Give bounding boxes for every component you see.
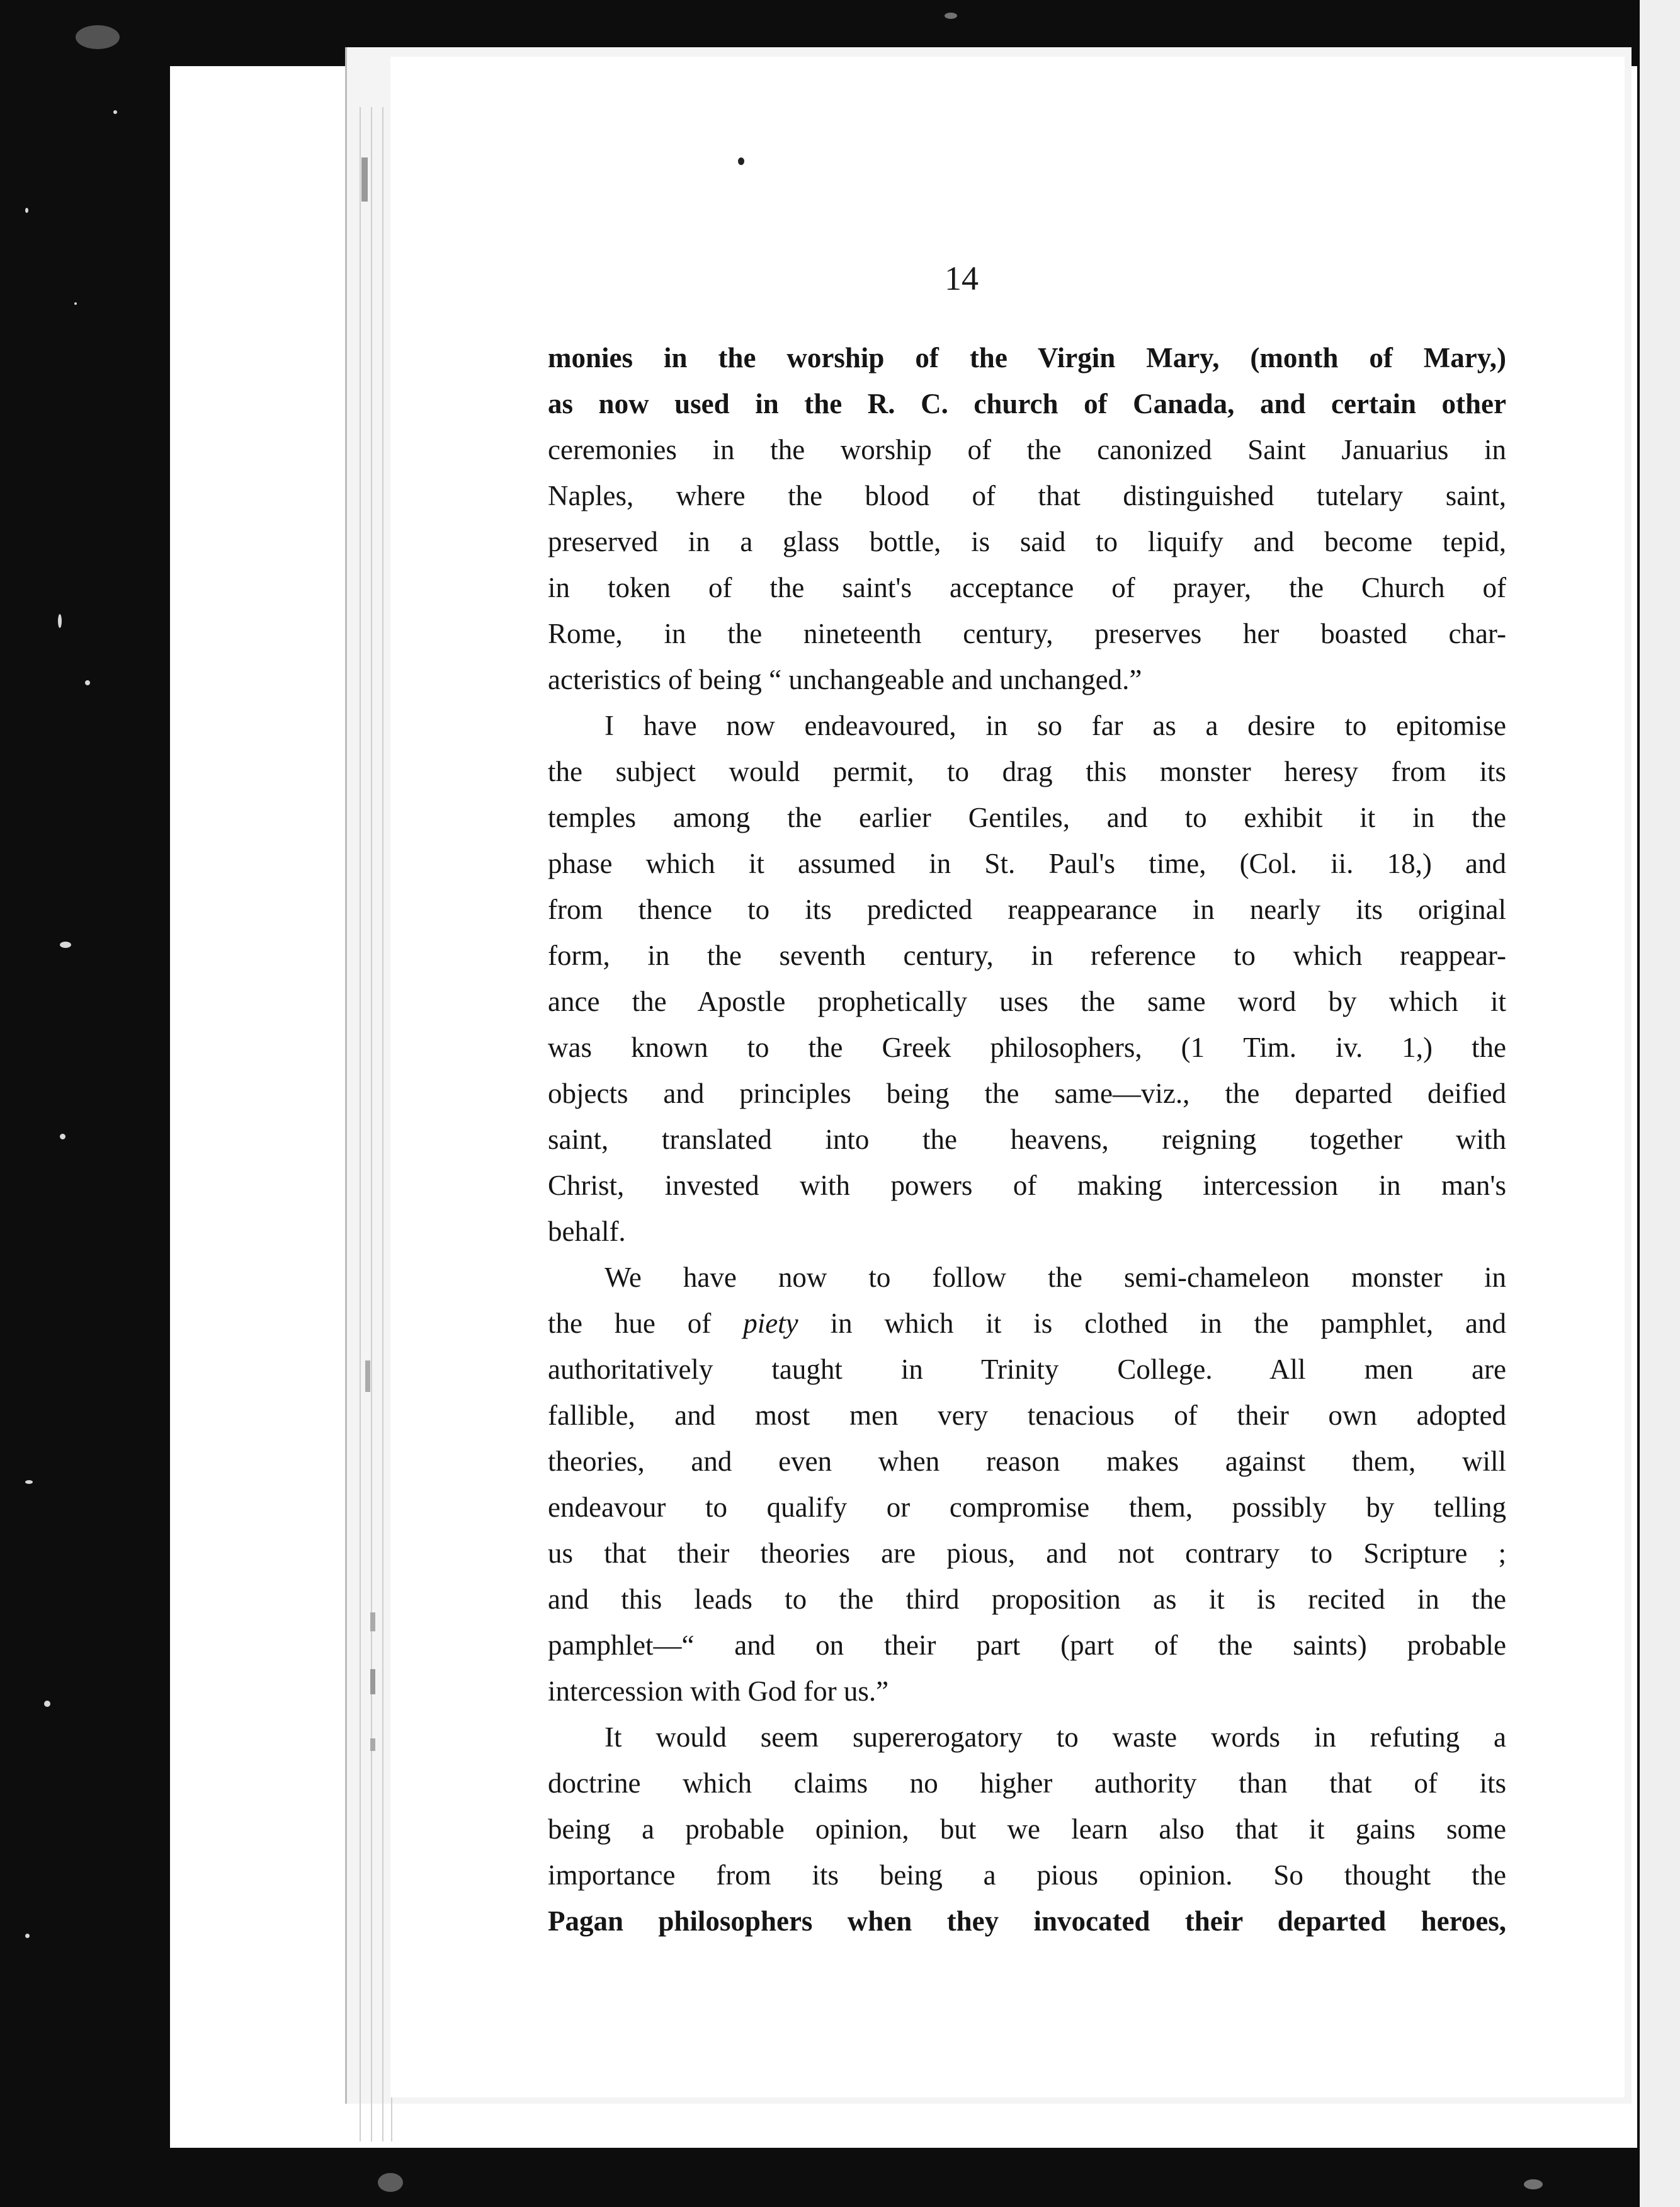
text-line: Pagan philosophers when they invocated their departed heroes,	[548, 1905, 1506, 1937]
text-line: saint, translated into the heavens, reigning together with	[548, 1124, 1506, 1155]
page-number: 14	[945, 259, 979, 297]
text-line: objects and principles being the same—viz., the departed deified	[548, 1078, 1506, 1109]
text-line: the subject would permit, to drag this monster heresy from its	[548, 756, 1506, 787]
binding-mark	[361, 157, 368, 202]
text-line: acteristics of being “ unchangeable and unchanged.”	[548, 664, 1142, 695]
text-fragment: in which it is clothed in the pamphlet, and	[830, 1308, 1507, 1339]
text-line: fallible, and most men very tenacious of their own adopted	[548, 1400, 1506, 1431]
text-line: behalf.	[548, 1216, 626, 1247]
text-line	[548, 1301, 1506, 1347]
film-speck	[60, 1134, 65, 1139]
text-line: preserved in a glass bottle, is said to liquify and become tepid,	[548, 526, 1506, 557]
film-speck	[76, 25, 120, 49]
text-line: I have now endeavoured, in so far as a desire to epitomise	[604, 710, 1506, 741]
binding-mark	[365, 1360, 370, 1392]
binding-mark	[370, 1738, 375, 1751]
text-line: intercession with God for us.”	[548, 1675, 889, 1707]
film-speck	[113, 110, 117, 114]
text-line: temples among the earlier Gentiles, and to exhibit it in the	[548, 802, 1506, 833]
text-line: us that their theories are pious, and not contrary to Scripture ;	[548, 1537, 1506, 1569]
text-line: importance from its being a pious opinion. So thought the	[548, 1859, 1506, 1891]
text-line: endeavour to qualify or compromise them, possibly by telling	[548, 1491, 1506, 1523]
text-line: was known to the Greek philosophers, (1 Tim. iv. 1,) the	[548, 1032, 1506, 1063]
binding-mark	[370, 1669, 375, 1694]
text-line: ceremonies in the worship of the canonized Saint Januarius in	[548, 434, 1506, 465]
film-speck	[25, 1480, 33, 1484]
film-speck	[25, 208, 28, 213]
text-line: It would seem supererogatory to waste words in refuting a	[604, 1721, 1506, 1753]
text-line: pamphlet—“ and on their part (part of the saints) probable	[548, 1629, 1506, 1661]
text-line: We have now to follow the semi-chameleon monster in	[604, 1262, 1506, 1293]
text-line: monies in the worship of the Virgin Mary, (month of Mary,)	[548, 342, 1506, 374]
text-line: being a probable opinion, but we learn also that it gains some	[548, 1813, 1506, 1845]
page-edge-line	[360, 107, 361, 2141]
text-line: form, in the seventh century, in reference to which reappear-	[548, 940, 1506, 971]
film-speck	[945, 13, 957, 19]
film-speck	[74, 302, 77, 305]
text-line: Naples, where the blood of that distinguished tutelary saint,	[548, 480, 1506, 511]
text-fragment: the hue of	[548, 1308, 712, 1339]
text-line: phase which it assumed in St. Paul's time, (Col. ii. 18,) and	[548, 848, 1506, 879]
film-speck	[25, 1934, 30, 1938]
body-text	[548, 335, 1506, 1944]
text-line: doctrine which claims no higher authority than that of its	[548, 1767, 1506, 1799]
binding-mark	[370, 1612, 375, 1631]
text-line: as now used in the R. C. church of Canada, and certain other	[548, 388, 1506, 419]
text-line: and this leads to the third proposition as it is recited in the	[548, 1583, 1506, 1615]
text-line: theories, and even when reason makes against them, will	[548, 1446, 1506, 1477]
text-line: Christ, invested with powers of making intercession in man's	[548, 1170, 1506, 1201]
film-speck	[58, 614, 62, 628]
text-line: Rome, in the nineteenth century, preserves her boasted char-	[548, 618, 1506, 649]
text-line: authoritatively taught in Trinity College. All men are	[548, 1354, 1506, 1385]
page-edge-line	[382, 107, 383, 2141]
italic-word: piety	[743, 1308, 798, 1339]
film-speck	[1524, 2179, 1543, 2189]
film-speck	[44, 1701, 50, 1707]
page-edge-line	[371, 107, 372, 2141]
film-speck	[60, 942, 71, 948]
film-speck	[85, 680, 90, 685]
text-line: ance the Apostle prophetically uses the same word by which it	[548, 986, 1506, 1017]
text-line: from thence to its predicted reappearance in nearly its original	[548, 894, 1506, 925]
printer-mark	[738, 157, 744, 165]
film-speck	[378, 2173, 403, 2192]
film-edge	[1640, 0, 1680, 2207]
text-line: in token of the saint's acceptance of prayer, the Church of	[548, 572, 1506, 603]
